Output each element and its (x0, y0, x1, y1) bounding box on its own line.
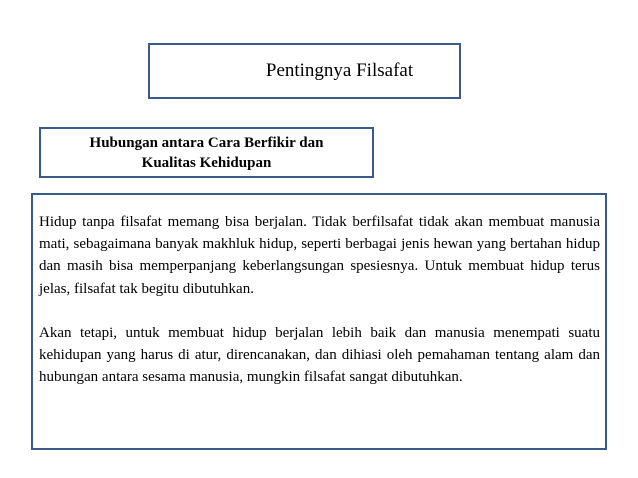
paragraph-2: Akan tetapi, untuk membuat hidup berjalan lebih baik dan manusia menempati suatu kehidupan yang harus di atur, direncanakan, dan dihiasi oleh pemahaman tentang alam dan hubungan antara sesama manusia, mungkin filsafat sangat dibutuhkan. (39, 324, 600, 386)
subtitle-box (39, 127, 374, 178)
paragraph-1: Hidup tanpa filsafat memang bisa berjalan. Tidak berfilsafat tidak akan membuat manusia mati, sebagaimana banyak makhluk hidup, seperti berbagai jenis hewan yang bertahan hidup dan masih bisa memperpanjang keberlangsungan spesiesnya. Untuk membuat hidup terus jelas, filsafat tak begitu dibutuhkan. (39, 214, 600, 297)
title-box (148, 43, 461, 99)
content-box (31, 193, 607, 450)
slide-subtitle: Hubungan antara Cara Berfikir dan Kualitas Kehidupan (89, 134, 324, 171)
slide-title: Pentingnya Filsafat (265, 60, 414, 81)
